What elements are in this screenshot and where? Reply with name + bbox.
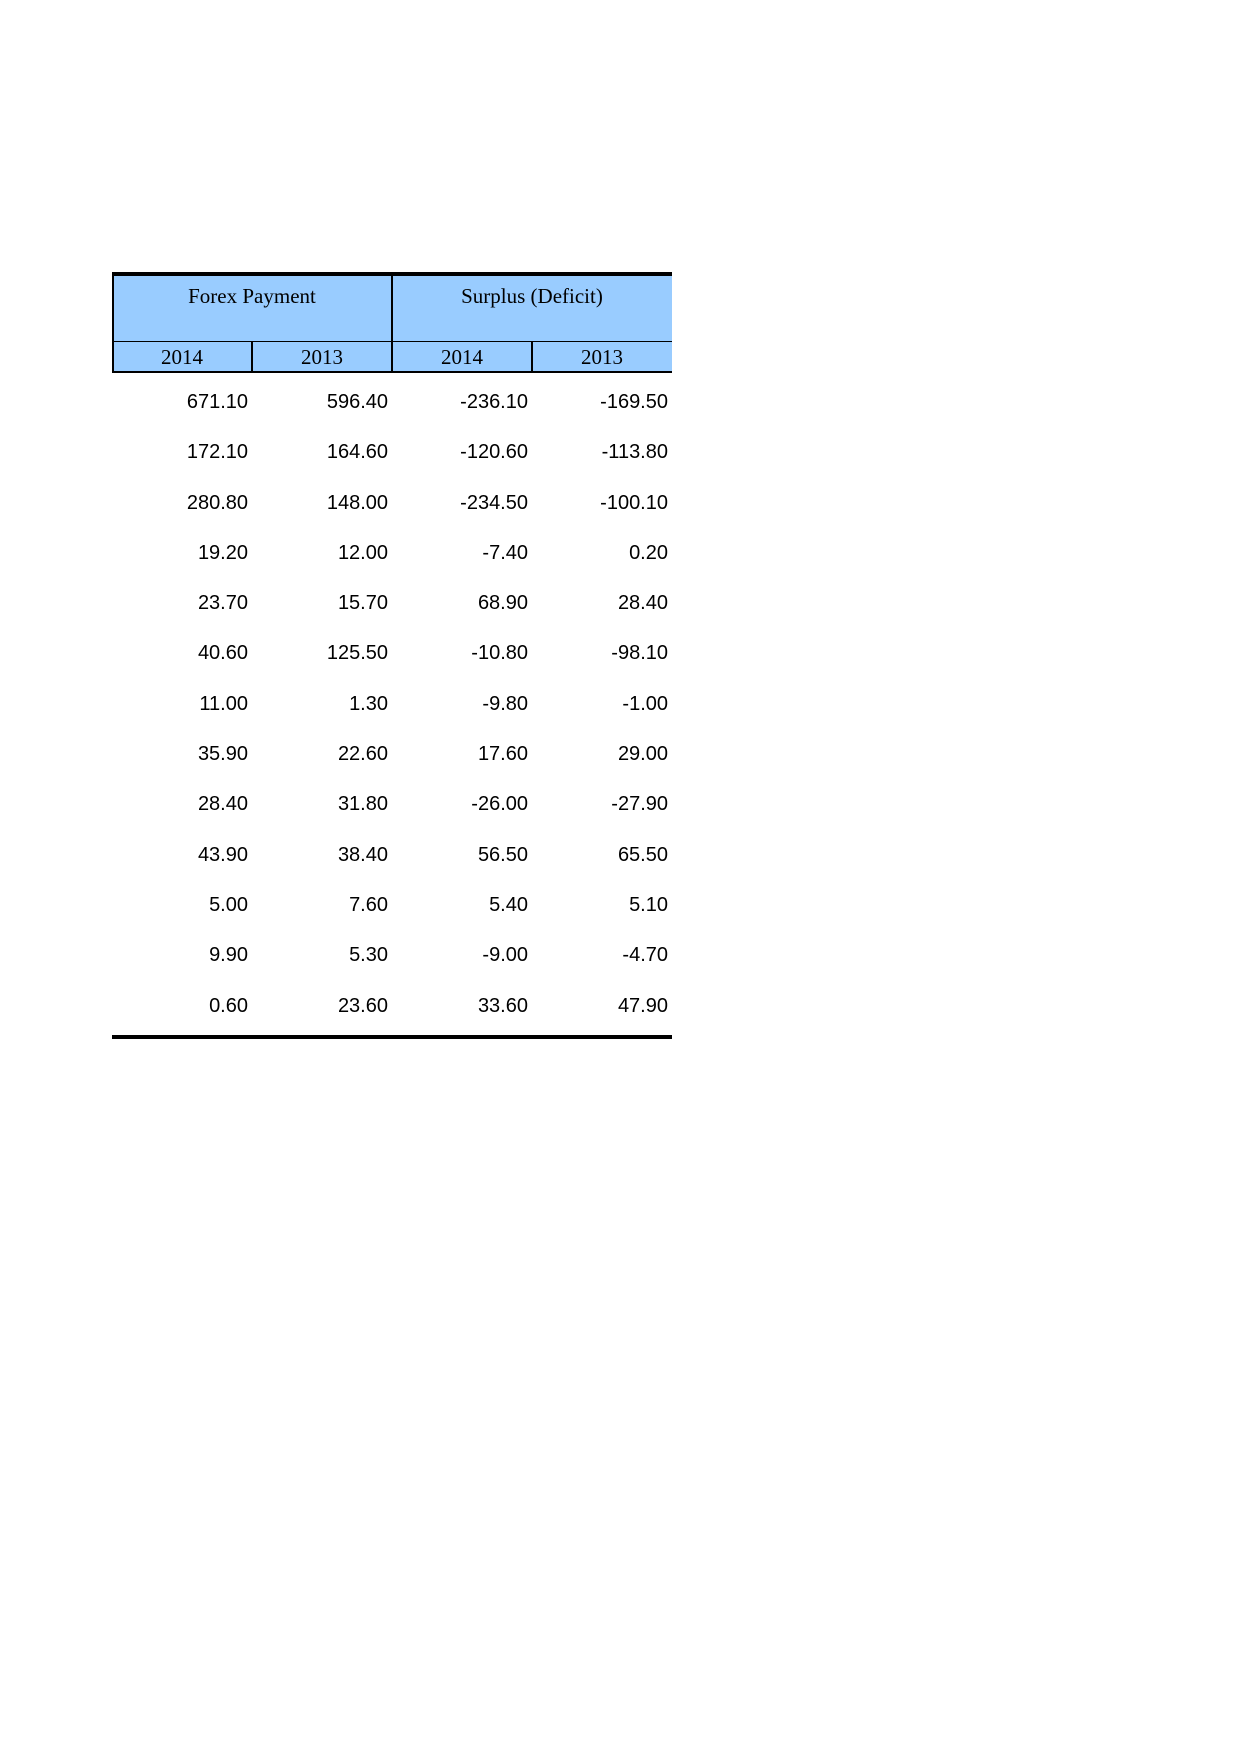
cell-forex-2014: 28.40 <box>197 793 248 816</box>
cell-surplus-2013: -169.50 <box>600 391 668 413</box>
cell-surplus-2014: -120.60 <box>460 441 528 464</box>
table-row <box>112 427 672 477</box>
header-forex-2014: 2014 <box>112 342 252 373</box>
header-left-border <box>112 276 114 373</box>
header-surplus-deficit: Surplus (Deficit) <box>392 276 672 342</box>
table-row <box>112 779 672 829</box>
cell-forex-2013: 15.70 <box>337 592 388 615</box>
header-forex-2013: 2013 <box>252 342 392 373</box>
cell-forex-2014: 0.60 <box>209 994 248 1017</box>
header-surplus-2013: 2013 <box>532 342 672 373</box>
cell-forex-2013: 38.40 <box>337 843 388 866</box>
cell-surplus-2013: 0.20 <box>629 541 668 564</box>
table-row <box>112 729 672 779</box>
cell-forex-2013: 148.00 <box>326 491 388 514</box>
cell-forex-2014: 11.00 <box>199 692 248 715</box>
cell-forex-2013: 596.40 <box>326 391 388 413</box>
cell-forex-2014: 671.10 <box>186 391 248 413</box>
cell-surplus-2014: -234.50 <box>460 491 528 514</box>
header-group-divider <box>391 276 393 373</box>
table-row <box>112 478 672 528</box>
cell-forex-2014: 19.20 <box>197 541 248 564</box>
data-table <box>112 272 672 1031</box>
cell-forex-2013: 5.30 <box>349 944 388 967</box>
cell-surplus-2013: -1.00 <box>622 692 668 715</box>
cell-forex-2014: 9.90 <box>209 944 248 967</box>
cell-forex-2013: 23.60 <box>337 994 388 1017</box>
table-header <box>112 272 672 373</box>
header-surplus-2014: 2014 <box>392 342 532 373</box>
cell-forex-2013: 22.60 <box>337 743 388 766</box>
cell-surplus-2013: -4.70 <box>622 944 668 967</box>
table-row <box>112 628 672 678</box>
cell-surplus-2014: -10.80 <box>471 642 528 665</box>
cell-forex-2014: 35.90 <box>197 743 248 766</box>
table-row <box>112 377 672 427</box>
cell-surplus-2013: -100.10 <box>600 491 668 514</box>
table-row <box>112 578 672 628</box>
cell-forex-2014: 172.10 <box>186 441 248 464</box>
cell-surplus-2013: -98.10 <box>611 642 668 665</box>
cell-forex-2013: 7.60 <box>349 893 388 916</box>
cell-surplus-2013: 47.90 <box>617 994 668 1017</box>
cell-surplus-2014: 33.60 <box>477 994 528 1017</box>
table-row <box>112 679 672 729</box>
cell-forex-2014: 280.80 <box>186 491 248 514</box>
cell-surplus-2014: -236.10 <box>460 391 528 413</box>
cell-forex-2013: 31.80 <box>337 793 388 816</box>
cell-forex-2014: 23.70 <box>197 592 248 615</box>
cell-surplus-2014: 56.50 <box>477 843 528 866</box>
cell-forex-2014: 5.00 <box>209 893 248 916</box>
header-year-divider-2 <box>531 342 533 373</box>
cell-surplus-2013: 28.40 <box>617 592 668 615</box>
cell-surplus-2013: -113.80 <box>601 441 668 464</box>
cell-forex-2014: 40.60 <box>197 642 248 665</box>
cell-surplus-2014: -9.00 <box>482 944 528 967</box>
table-row <box>112 528 672 578</box>
cell-forex-2013: 125.50 <box>326 642 388 665</box>
cell-surplus-2014: 17.60 <box>477 743 528 766</box>
cell-forex-2013: 12.00 <box>337 541 388 564</box>
table-row <box>112 830 672 880</box>
cell-forex-2013: 1.30 <box>349 692 388 715</box>
cell-surplus-2013: 65.50 <box>617 843 668 866</box>
cell-surplus-2014: -9.80 <box>482 692 528 715</box>
cell-surplus-2013: 29.00 <box>617 743 668 766</box>
cell-surplus-2014: 68.90 <box>477 592 528 615</box>
cell-surplus-2014: -7.40 <box>482 541 528 564</box>
table-row <box>112 981 672 1031</box>
table-bottom-rule <box>112 1035 672 1039</box>
table-row <box>112 930 672 980</box>
cell-forex-2014: 43.90 <box>197 843 248 866</box>
header-year-divider-1 <box>251 342 253 373</box>
cell-forex-2013: 164.60 <box>326 441 388 464</box>
table-body <box>112 373 672 1031</box>
header-forex-payment: Forex Payment <box>112 276 392 342</box>
cell-surplus-2014: 5.40 <box>489 893 528 916</box>
cell-surplus-2013: 5.10 <box>629 893 668 916</box>
cell-surplus-2013: -27.90 <box>611 793 668 816</box>
table-row <box>112 880 672 930</box>
cell-surplus-2014: -26.00 <box>471 793 528 816</box>
